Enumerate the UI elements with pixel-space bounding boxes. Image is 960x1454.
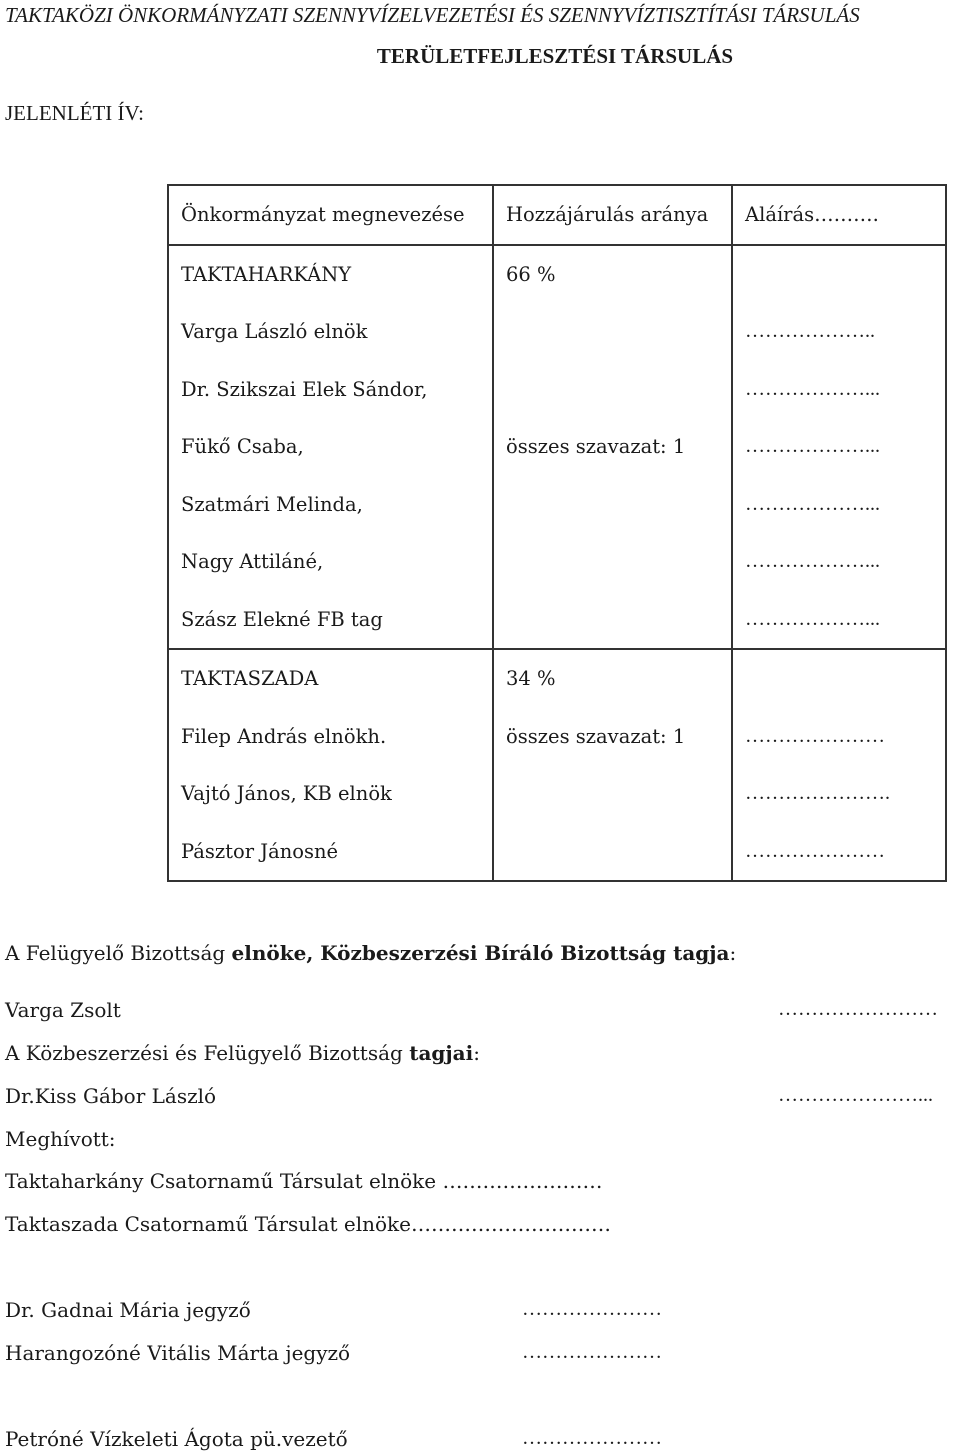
table-cell <box>168 245 493 650</box>
finance-head-name: Petróné Vízkeleti Ágota pü.vezető <box>5 1427 348 1451</box>
table-header-cell <box>493 185 732 245</box>
table-cell <box>493 245 732 650</box>
member-name: Nagy Attiláné, <box>181 550 324 573</box>
contribution-share: 34 % <box>506 667 556 690</box>
signature-line: ………………… <box>522 1341 662 1363</box>
signature-line: ………………… <box>745 839 885 862</box>
member-name: Filep András elnökh. <box>181 724 387 748</box>
fb-chair-heading: A Felügyelő Bizottság elnöke, Közbeszerzési Bíráló Bizottság tagja: <box>5 941 737 965</box>
table-header-row <box>168 185 946 245</box>
member-name: Vajtó János, KB elnök <box>181 782 392 805</box>
member-name: Varga László elnök <box>181 320 368 343</box>
signature-line: …………………... <box>778 1084 933 1106</box>
signature-line: …………………… <box>778 998 938 1020</box>
signature-line: ………………... <box>745 377 880 400</box>
table-header-cell <box>168 185 493 245</box>
member-name: Szatmári Melinda, <box>181 492 363 516</box>
signature-line: ………………... <box>745 607 880 630</box>
signature-line: …………………. <box>745 782 890 804</box>
header-signature: Aláírás………. <box>745 203 879 226</box>
signature-line: ………………... <box>745 492 880 515</box>
member-name: Szász Elekné FB tag <box>181 607 383 631</box>
total-votes: összes szavazat: 1 <box>506 435 686 458</box>
member-name: Pásztor Jánosné <box>181 839 339 863</box>
total-votes: összes szavazat: 1 <box>506 724 686 748</box>
member-name: Dr. Szikszai Elek Sándor, <box>181 377 428 401</box>
municipality-name: TAKTAHARKÁNY <box>181 262 352 286</box>
table-header-cell <box>732 185 946 245</box>
notary-name: Harangozóné Vitális Márta jegyző <box>5 1341 351 1365</box>
header-contribution: Hozzájárulás aránya <box>506 203 709 226</box>
table-cell <box>732 649 946 881</box>
fb-members-heading: A Közbeszerzési és Felügyelő Bizottság tagjai: <box>5 1041 480 1065</box>
municipality-name: TAKTASZADA <box>181 667 319 690</box>
document-title-line2: TERÜLETFEJLESZTÉSI TÁRSULÁS <box>376 44 734 68</box>
fb-member-name: Dr.Kiss Gábor László <box>5 1084 217 1108</box>
table-cell <box>168 649 493 881</box>
fb-chair-name: Varga Zsolt <box>5 998 121 1022</box>
signature-line: ………………… <box>745 724 885 747</box>
attendance-table <box>167 184 947 882</box>
signature-line: ………………... <box>745 550 880 572</box>
signature-line: ………………... <box>745 435 880 457</box>
member-name: Fükő Csaba, <box>181 435 304 458</box>
invited-line: Taktaharkány Csatornamű Társulat elnöke …………………… <box>5 1169 603 1193</box>
signature-line: ………………… <box>522 1427 662 1449</box>
table-cell <box>732 245 946 650</box>
table-cell <box>493 649 732 881</box>
table-row-taktaszada <box>168 649 946 881</box>
invited-label: Meghívott: <box>5 1127 116 1151</box>
invited-line: Taktaszada Csatornamű Társulat elnöke………………………… <box>5 1212 611 1236</box>
sheet-label: JELENLÉTI ÍV: <box>5 101 144 125</box>
header-municipality: Önkormányzat megnevezése <box>181 203 465 226</box>
document-title-line1: TAKTAKÖZI ÖNKORMÁNYZATI SZENNYVÍZELVEZETÉSI ÉS SZENNYVÍZTISZTÍTÁSI TÁRSULÁS <box>5 3 860 27</box>
contribution-share: 66 % <box>506 262 556 286</box>
notary-name: Dr. Gadnai Mária jegyző <box>5 1298 251 1322</box>
signature-line: ………………… <box>522 1298 662 1320</box>
signature-line: ……………….. <box>745 320 875 342</box>
table-row-taktaharkany <box>168 245 946 650</box>
